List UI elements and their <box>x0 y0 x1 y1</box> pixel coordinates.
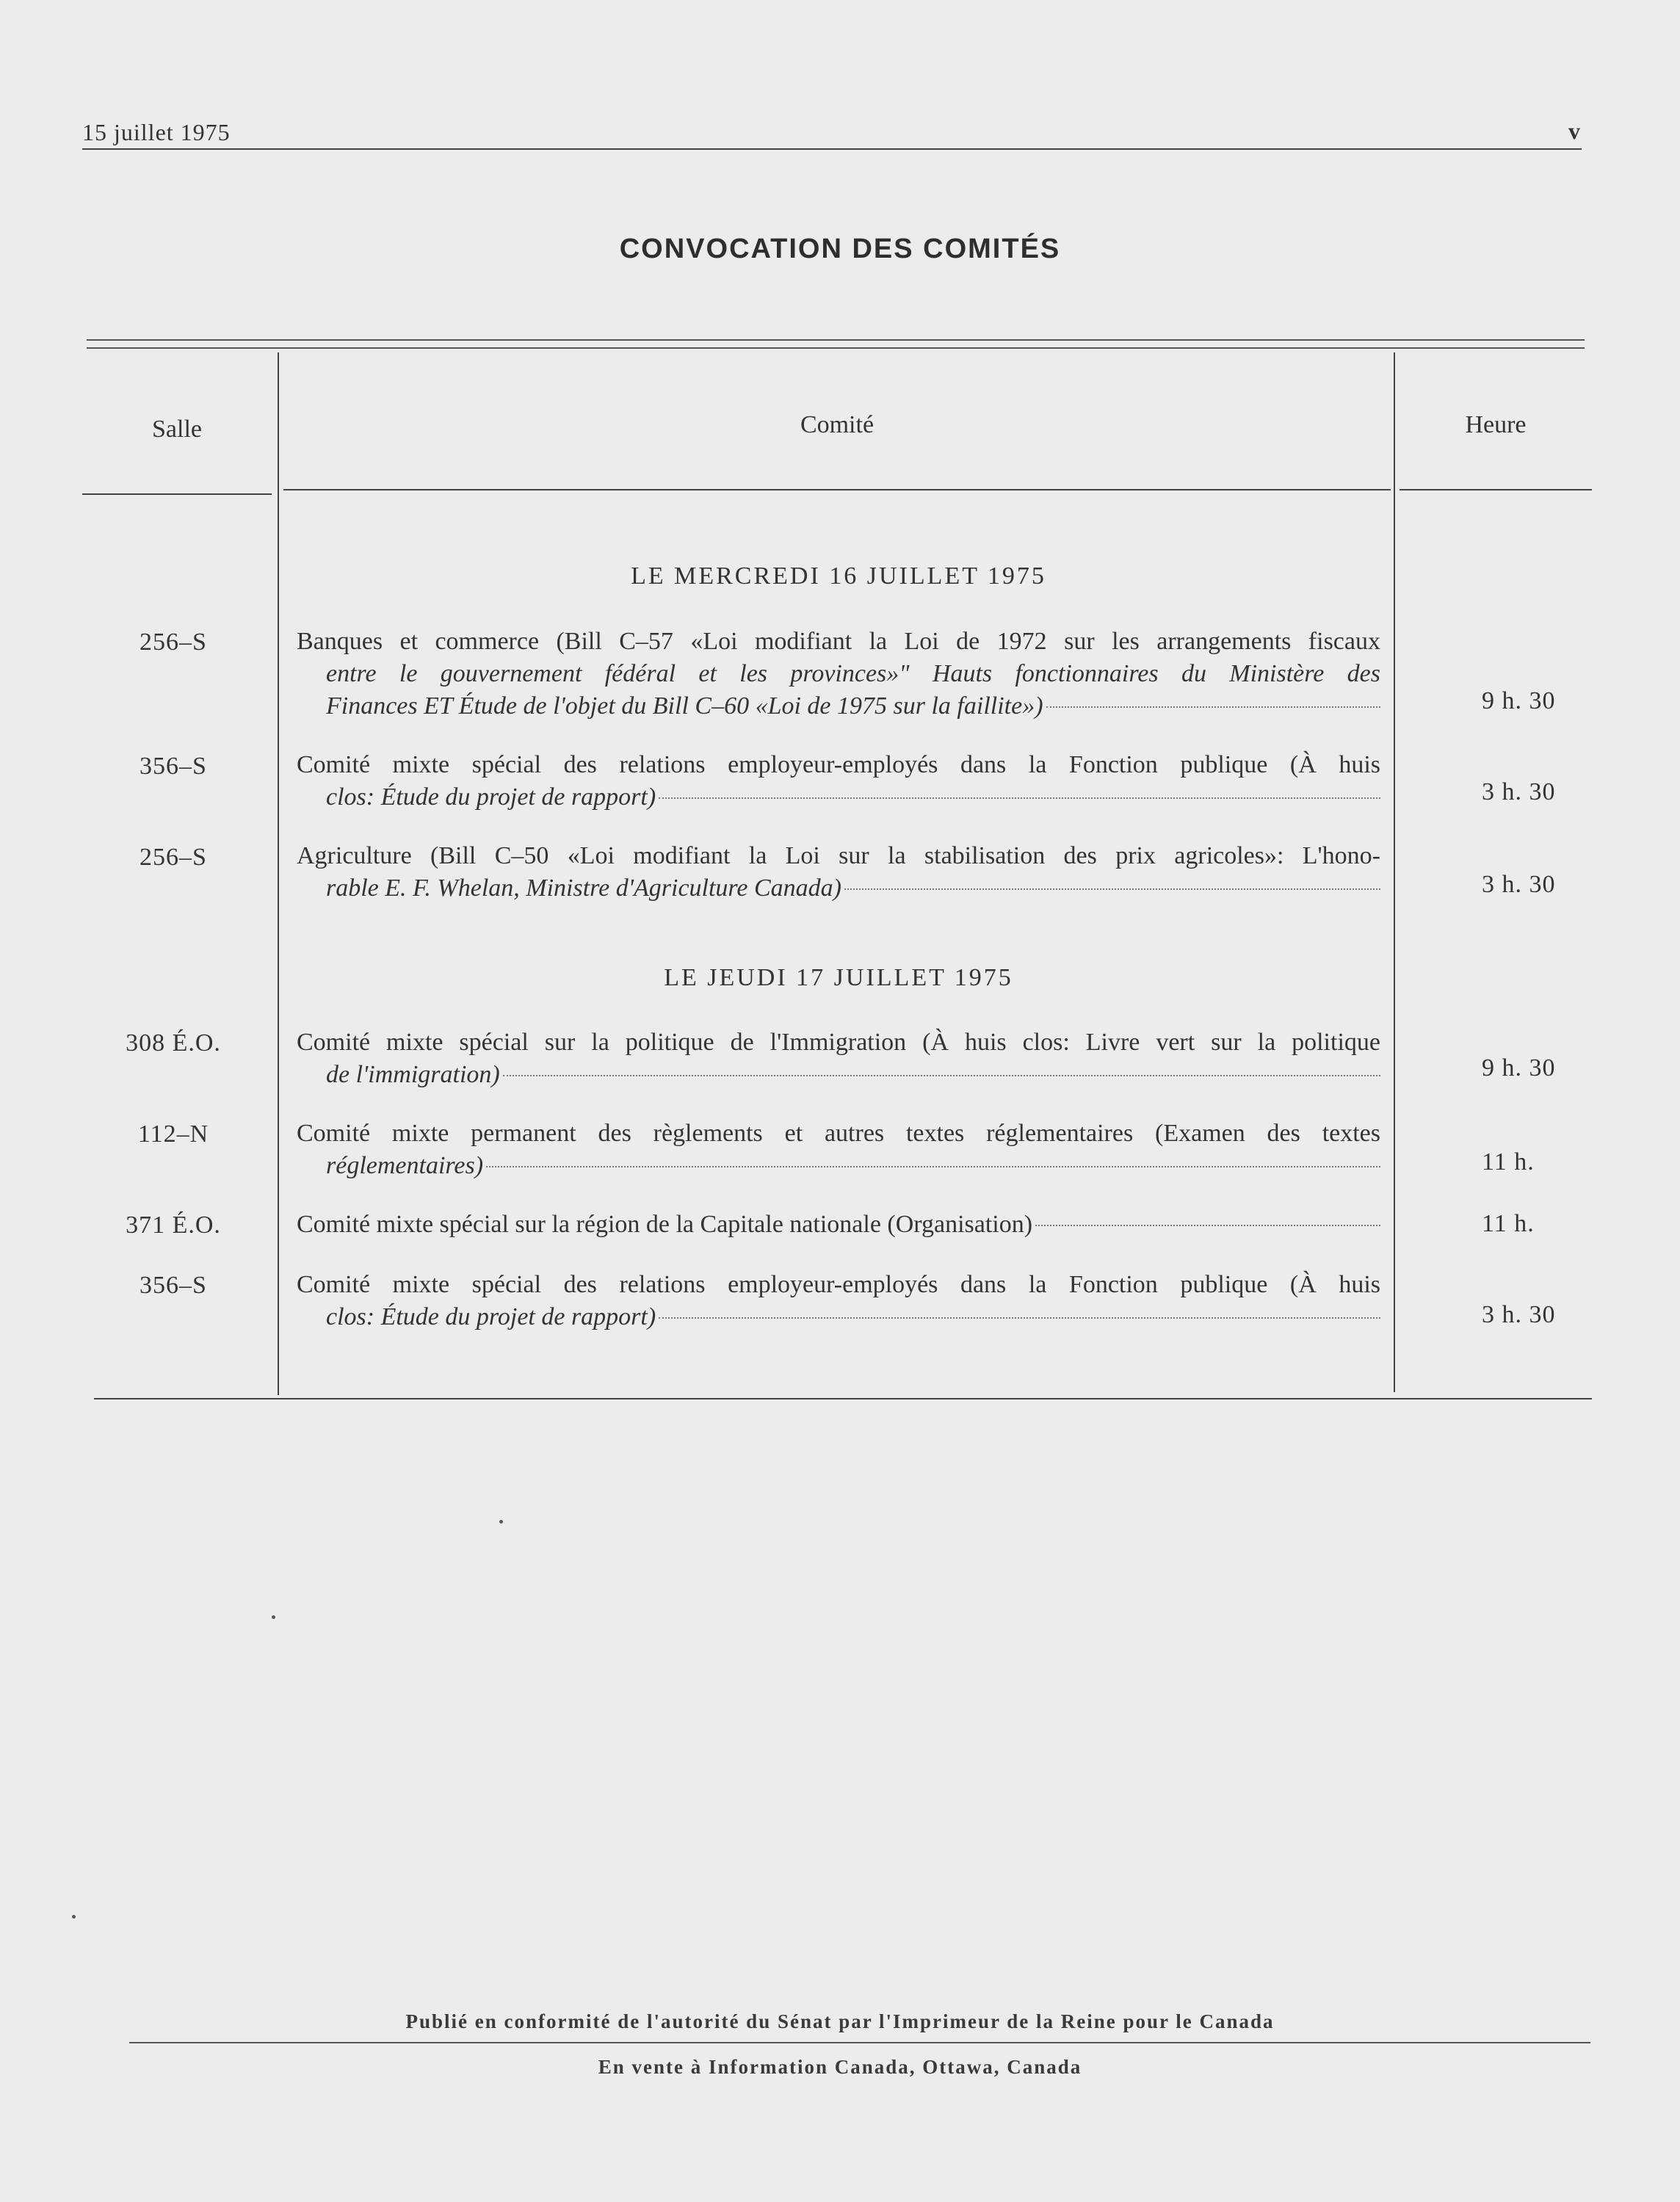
entry-line-last: rable E. F. Whelan, Ministre d'Agriculture Canada) <box>297 872 1380 905</box>
meeting-time: 3 h. 30 <box>1482 1301 1556 1328</box>
dot-leader <box>1035 1225 1380 1226</box>
room-number: 356–S <box>140 1272 207 1299</box>
scan-speck <box>72 1915 76 1919</box>
entry-line: Agriculture (Bill C–50 «Loi modifiant la Loi sur la stabilisation des prix agricoles»: L'hono- <box>297 842 1380 869</box>
dot-leader <box>844 888 1380 890</box>
entry-line: Comité mixte spécial sur la politique de l'Immigration (À huis clos: Livre vert sur la politique <box>297 1029 1380 1056</box>
table-top-rule <box>87 339 1585 341</box>
page-number: v <box>1568 117 1580 144</box>
dot-leader <box>486 1166 1380 1167</box>
committee-entry <box>297 840 1380 905</box>
meeting-time: 3 h. 30 <box>1482 871 1556 898</box>
entry-line: Banques et commerce (Bill C–57 «Loi modifiant la Loi de 1972 sur les arrangements fiscaux <box>297 628 1380 655</box>
committee-entry <box>297 1269 1380 1333</box>
entry-line: Comité mixte spécial des relations employeur-employés dans la Fonction publique (À huis <box>297 751 1380 778</box>
footer-rule <box>129 2042 1590 2043</box>
entry-line: Comité mixte permanent des règlements et autres textes réglementaires (Examen des textes <box>297 1120 1380 1147</box>
table-top-rule-2 <box>87 347 1585 349</box>
room-number: 356–S <box>140 753 207 780</box>
room-number: 256–S <box>140 629 207 656</box>
entry-line-last: clos: Étude du projet de rapport) <box>297 1301 1380 1333</box>
committee-entry <box>297 1209 1380 1241</box>
table-bottom-rule <box>94 1398 1592 1399</box>
header-rule-room <box>82 493 272 495</box>
sales-notice: En vente à Information Canada, Ottawa, Canada <box>598 2056 1082 2078</box>
dot-leader <box>659 1317 1380 1319</box>
committee-entry <box>297 1026 1380 1091</box>
meeting-time: 11 h. <box>1482 1210 1535 1237</box>
meeting-time: 11 h. <box>1482 1148 1535 1176</box>
committee-entry <box>297 749 1380 814</box>
meeting-time: 9 h. 30 <box>1482 687 1556 714</box>
room-number: 112–N <box>137 1120 209 1148</box>
scan-speck <box>499 1520 503 1524</box>
room-number: 308 É.O. <box>126 1029 221 1057</box>
column-header-room: Salle <box>152 416 202 443</box>
entry-line-last: Comité mixte spécial sur la région de la Capitale nationale (Organisation) <box>297 1209 1380 1241</box>
page-date: 15 juillet 1975 <box>82 119 231 145</box>
column-header-time: Heure <box>1465 411 1527 438</box>
entry-line-last: Finances ET Étude de l'objet du Bill C–60 «Loi de 1975 sur la faillite») <box>297 690 1380 722</box>
dot-leader <box>503 1075 1380 1076</box>
page-title: CONVOCATION DES COMITÉS <box>619 233 1061 264</box>
room-number: 256–S <box>140 844 207 871</box>
header-rule-time <box>1400 489 1592 490</box>
entry-line-last: de l'immigration) <box>297 1059 1380 1091</box>
dot-leader <box>1046 706 1380 708</box>
committee-entry <box>297 1118 1380 1182</box>
header-rule-committee <box>283 489 1391 490</box>
dot-leader <box>659 797 1380 799</box>
entry-line-last: clos: Étude du projet de rapport) <box>297 781 1380 814</box>
room-number: 371 É.O. <box>126 1212 221 1239</box>
entry-line: Comité mixte spécial des relations employeur-employés dans la Fonction publique (À huis <box>297 1271 1380 1298</box>
scan-speck <box>272 1615 275 1619</box>
entry-line: entre le gouvernement fédéral et les provinces»" Hauts fonctionnaires du Ministère des <box>326 660 1380 687</box>
section-heading-thursday: LE JEUDI 17 JUILLET 1975 <box>664 964 1013 991</box>
header-rule <box>82 148 1582 150</box>
publication-notice: Publié en conformité de l'autorité du Sénat par l'Imprimeur de la Reine pour le Canada <box>405 2010 1275 2032</box>
meeting-time: 9 h. 30 <box>1482 1054 1556 1082</box>
meeting-time: 3 h. 30 <box>1482 778 1556 805</box>
entry-line-last: réglementaires) <box>297 1150 1380 1182</box>
committee-entry <box>297 626 1380 722</box>
section-heading-wednesday: LE MERCREDI 16 JUILLET 1975 <box>631 562 1046 590</box>
column-header-committee: Comité <box>800 411 875 438</box>
